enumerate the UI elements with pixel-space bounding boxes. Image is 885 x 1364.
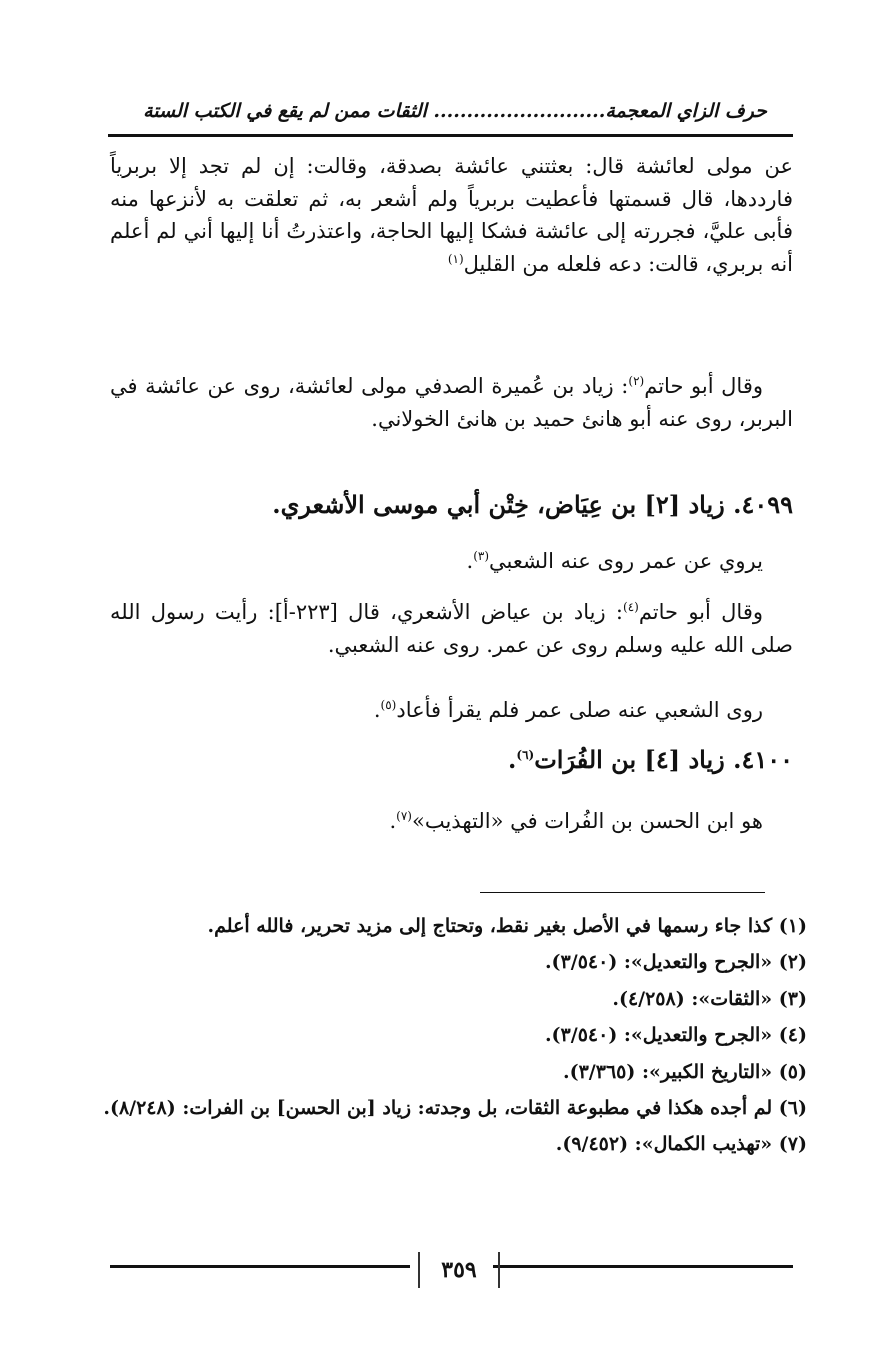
footnote-3: (٣) «الثقات»: (٤/٢٥٨).	[612, 987, 807, 1010]
entry-4100-heading	[110, 745, 793, 774]
paragraph-2-text-b: : زياد بن عُميرة الصدفي مولى لعائشة، روى عن عائشة في البربر، روى عنه أبو هانئ حميد بن هانئ الخولاني.	[110, 374, 793, 431]
footnotes	[100, 908, 807, 1163]
entry-4100-text: ٤١٠٠. زياد [٤] بن الفُرَات	[534, 745, 793, 774]
entry-4100-period: .	[508, 745, 517, 774]
footnote-ref-7[interactable]: (٧)	[396, 809, 412, 823]
paragraph-2	[110, 370, 793, 435]
footnote-ref-1[interactable]: (١)	[447, 251, 464, 266]
paragraph-1-text: عن مولى لعائشة قال: بعثتني عائشة بصدقة، وقالت: إن لم تجد إلا بربرياً فارددها، قال قسمتها فأعطيت بربرياً ولم أشعر به، ثم تعلقت به لأنزعها منه فأبى عليَّ، فجررته إلى عائشة فشكا إليها الحاجة، واعتذرتُ أنا إليها أني لم أعلم أنه بربري، قالت: دعه فلعله من القليل	[110, 154, 793, 276]
footnote-2: (٢) «الجرح والتعديل»: (٣/٥٤٠).	[544, 951, 807, 974]
paragraph-1	[110, 150, 793, 280]
footnote-7: (٧) «تهذيب الكمال»: (٩/٤٥٢).	[555, 1133, 807, 1156]
entry-4099-heading: ٤٠٩٩. زياد [٢] بن عِيَاض، خِتْن أبي موسى الأشعري.	[272, 490, 793, 519]
footer-rule-right	[493, 1265, 793, 1268]
running-header: حرف الزاي المعجمة.......................... الثقات ممن لم يقع في الكتب الستة	[143, 100, 767, 122]
paragraph-6-text-b: .	[389, 809, 397, 833]
paragraph-6	[110, 805, 793, 838]
footnote-6: (٦) لم أجده هكذا في مطبوعة الثقات، بل وجدته: زياد [بن الحسن] بن الفرات: (٨/٢٤٨).	[103, 1096, 807, 1119]
page-number: ٣٥٩	[418, 1252, 500, 1288]
paragraph-5-text-a: روى الشعبي عنه صلى عمر فلم يقرأ فأعاد	[396, 698, 763, 722]
footnote-5: (٥) «التاريخ الكبير»: (٣/٣٦٥).	[562, 1060, 807, 1083]
paragraph-3-text-a: يروي عن عمر روى عنه الشعبي	[489, 549, 763, 573]
footnote-1: (١) كذا جاء رسمها في الأصل بغير نقط، وتحتاج إلى مزيد تحرير، فالله أعلم.	[207, 915, 807, 937]
footnote-ref-6[interactable]: (٦)	[516, 748, 535, 762]
paragraph-5	[110, 694, 793, 727]
paragraph-5-text-b: .	[373, 698, 381, 722]
footnote-separator	[480, 892, 765, 893]
paragraph-3-text-b: .	[466, 549, 474, 573]
footnote-4: (٤) «الجرح والتعديل»: (٣/٥٤٠).	[544, 1024, 807, 1047]
paragraph-3	[110, 545, 793, 578]
paragraph-2-text-a: وقال أبو حاتم	[644, 374, 763, 398]
footnote-ref-3[interactable]: (٣)	[473, 549, 490, 563]
paragraph-4	[110, 596, 793, 661]
header-rule	[108, 134, 793, 137]
footnote-ref-5[interactable]: (٥)	[380, 698, 397, 712]
footer-rule-left	[110, 1265, 410, 1268]
footnote-ref-4[interactable]: (٤)	[623, 600, 639, 614]
paragraph-4-text-b: : زياد بن عياض الأشعري، قال [٢٢٣-أ]: رأيت رسول الله صلى الله عليه وسلم روى عن عمر. روى عنه الشعبي.	[110, 600, 793, 657]
paragraph-6-text-a: هو ابن الحسن بن الفُرات في «التهذيب»	[411, 809, 763, 833]
footnote-ref-2[interactable]: (٢)	[628, 374, 645, 388]
paragraph-4-text-a: وقال أبو حاتم	[638, 600, 763, 624]
